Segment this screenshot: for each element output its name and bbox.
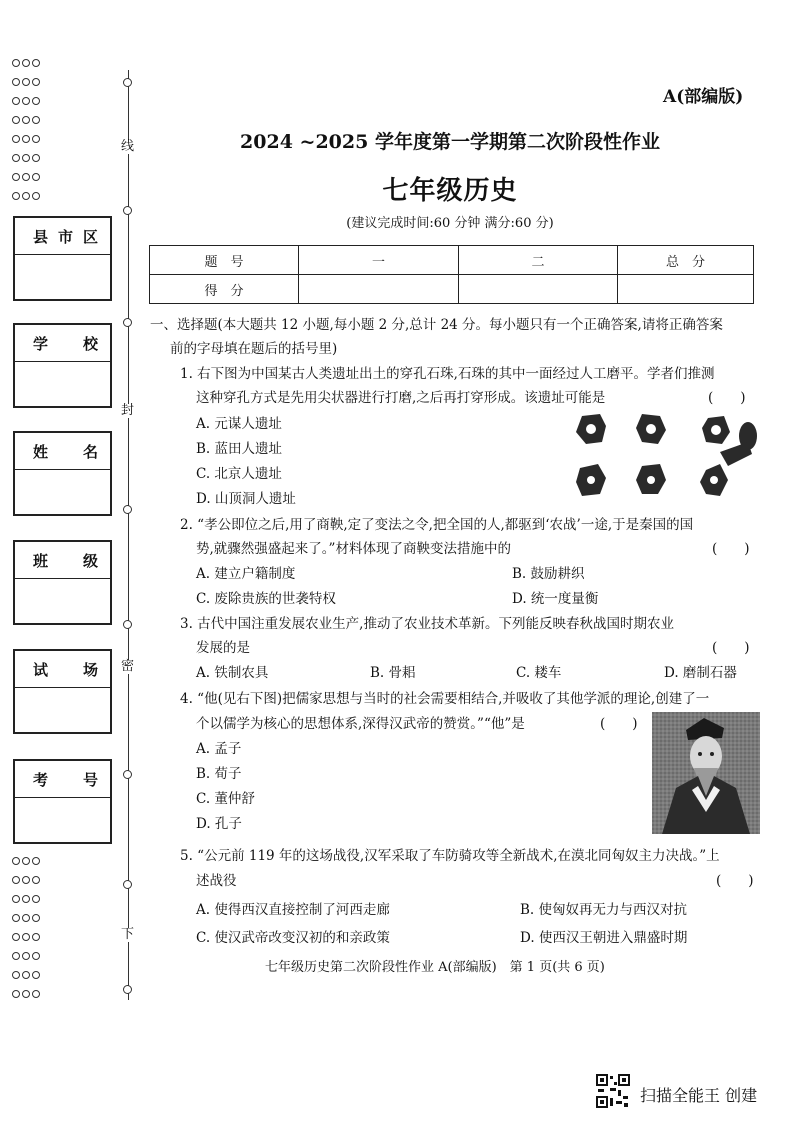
info-field-box: [13, 431, 112, 516]
decorative-dot: [12, 971, 20, 979]
decorative-dot: [12, 876, 20, 884]
option: C. 董仲舒: [196, 791, 255, 807]
decorative-dot: [22, 154, 30, 162]
score-row-label: 得 分: [150, 275, 299, 304]
answer-blank[interactable]: ( ): [708, 390, 746, 406]
decorative-dot: [22, 895, 30, 903]
stone-beads-figure: [570, 408, 770, 508]
scanner-watermark: 扫描全能王 创建: [640, 1086, 758, 1105]
info-field-box: [13, 649, 112, 734]
exam-info: (建议完成时间:60 分钟 满分:60 分): [346, 216, 554, 231]
decorative-dot: [32, 135, 40, 143]
question-text: 3. 古代中国注重发展农业生产,推动了农业技术革新。下列能反映春秋战国时期农业: [180, 616, 674, 632]
decorative-dot: [32, 173, 40, 181]
binding-hole: [123, 985, 132, 994]
decorative-dot-column-top: [10, 52, 48, 202]
info-field-char: 班: [33, 551, 49, 570]
binding-hole: [123, 620, 132, 629]
score-header-cell: 一: [299, 246, 459, 275]
info-field-input[interactable]: [15, 798, 110, 842]
decorative-dot: [32, 116, 40, 124]
decorative-dot: [22, 116, 30, 124]
decorative-dot: [22, 952, 30, 960]
option: B. 骨耜: [370, 665, 416, 681]
option: B. 荀子: [196, 766, 242, 782]
info-field-input[interactable]: [15, 579, 110, 623]
binding-hole: [123, 206, 132, 215]
answer-blank[interactable]: ( ): [716, 873, 754, 889]
info-field-char: 考: [33, 770, 49, 789]
decorative-dot: [32, 857, 40, 865]
info-field-char: 场: [82, 660, 98, 679]
binding-char: 密: [121, 659, 135, 674]
binding-hole: [123, 505, 132, 514]
question-text: 述战役: [196, 873, 237, 889]
version-label: A(部编版): [663, 87, 744, 107]
option: A. 孟子: [196, 741, 242, 757]
info-field-char: 学: [33, 334, 49, 353]
decorative-dot-column-bottom: [10, 850, 48, 1000]
decorative-dot: [12, 990, 20, 998]
info-field-input[interactable]: [15, 255, 110, 299]
info-field-char: 校: [82, 334, 98, 353]
question-text: 势,就骤然强盛起来了。”材料体现了商鞅变法措施中的: [196, 541, 511, 557]
score-header-cell: 二: [459, 246, 618, 275]
decorative-dot: [32, 971, 40, 979]
score-table: [149, 245, 754, 304]
info-field-char: 姓: [33, 442, 49, 461]
info-field-box: [13, 323, 112, 408]
question-text: 个以儒学为核心的思想体系,深得汉武帝的赞赏。”“他”是: [196, 716, 525, 732]
binding-char: 封: [121, 403, 135, 418]
subject-title: 七年级历史: [382, 176, 518, 206]
decorative-dot: [12, 933, 20, 941]
decorative-dot: [22, 192, 30, 200]
binding-hole: [123, 770, 132, 779]
option: D. 磨制石器: [664, 665, 737, 681]
info-field-label: [15, 218, 110, 255]
decorative-dot: [32, 59, 40, 67]
decorative-dot: [22, 933, 30, 941]
question-text: 1. 右下图为中国某古人类遗址出土的穿孔石珠,石珠的其中一面经过人工磨平。学者们推测: [180, 366, 715, 382]
decorative-dot: [22, 857, 30, 865]
decorative-dot: [12, 952, 20, 960]
decorative-dot: [22, 971, 30, 979]
decorative-dot: [12, 895, 20, 903]
option: D. 使西汉王朝进入鼎盛时期: [520, 930, 688, 946]
decorative-dot: [32, 895, 40, 903]
decorative-dot: [12, 78, 20, 86]
decorative-dot: [22, 135, 30, 143]
info-field-box: [13, 540, 112, 625]
score-header-cell: 总 分: [618, 246, 754, 275]
answer-blank[interactable]: ( ): [600, 716, 638, 732]
decorative-dot: [22, 173, 30, 181]
info-field-box: [13, 759, 112, 844]
option: A. 铁制农具: [196, 665, 269, 681]
binding-hole: [123, 318, 132, 327]
decorative-dot: [12, 192, 20, 200]
info-field-input[interactable]: [15, 688, 110, 732]
binding-hole: [123, 880, 132, 889]
question-text: 2. “孝公即位之后,用了商鞅,定了变法之令,把全国的人,都驱到‘农战’一途,于是秦国的国: [180, 517, 694, 533]
option: A. 建立户籍制度: [196, 566, 296, 582]
option: C. 北京人遗址: [196, 466, 282, 482]
decorative-dot: [22, 78, 30, 86]
info-field-char: 号: [82, 770, 98, 789]
info-field-input[interactable]: [15, 362, 110, 406]
section-heading: 一、选择题(本大题共 12 小题,每小题 2 分,总计 24 分。每小题只有一个正确答案,请将正确答案: [150, 317, 723, 333]
decorative-dot: [32, 97, 40, 105]
decorative-dot: [12, 59, 20, 67]
info-field-char: 名: [82, 442, 98, 461]
binding-char: 线: [121, 139, 135, 154]
info-field-char: 县: [33, 227, 49, 246]
info-field-label: [15, 761, 110, 798]
option: A. 使得西汉直接控制了河西走廊: [196, 902, 390, 918]
section-heading-cont: 前的字母填在题后的括号里): [170, 341, 338, 357]
decorative-dot: [22, 990, 30, 998]
option: C. 耧车: [516, 665, 562, 681]
info-field-char: 区: [82, 227, 98, 246]
decorative-dot: [32, 914, 40, 922]
option: C. 使汉武帝改变汉初的和亲政策: [196, 930, 390, 946]
decorative-dot: [32, 933, 40, 941]
decorative-dot: [12, 97, 20, 105]
info-field-input[interactable]: [15, 470, 110, 514]
decorative-dot: [22, 914, 30, 922]
question-text: 5. “公元前 119 年的这场战役,汉军采取了车防骑攻等全新战术,在漠北同匈奴主力决战。”上: [180, 848, 720, 864]
info-field-label: [15, 542, 110, 579]
decorative-dot: [12, 173, 20, 181]
score-cell[interactable]: [299, 275, 459, 304]
option: D. 统一度量衡: [512, 591, 599, 607]
decorative-dot: [12, 154, 20, 162]
score-header-cell: 题 号: [150, 246, 299, 275]
option: B. 蓝田人遗址: [196, 441, 283, 457]
answer-blank[interactable]: ( ): [712, 541, 750, 557]
decorative-dot: [22, 97, 30, 105]
qr-code-icon: [596, 1074, 630, 1108]
decorative-dot: [32, 154, 40, 162]
question-text: 发展的是: [196, 640, 250, 656]
decorative-dot: [32, 78, 40, 86]
option: C. 废除贵族的世袭特权: [196, 591, 336, 607]
page-title: 2024 ~2025 学年度第一学期第二次阶段性作业: [240, 131, 660, 153]
decorative-dot: [12, 857, 20, 865]
page-footer: 七年级历史第二次阶段性作业 A(部编版) 第 1 页(共 6 页): [265, 960, 605, 975]
decorative-dot: [12, 116, 20, 124]
decorative-dot: [32, 192, 40, 200]
decorative-dot: [22, 876, 30, 884]
question-text: 4. “他(见右下图)把儒家思想与当时的社会需要相结合,并吸收了其他学派的理论,创建了一: [180, 691, 710, 707]
answer-blank[interactable]: ( ): [712, 640, 750, 656]
dong-zhongshu-portrait: [652, 712, 760, 834]
info-field-label: [15, 325, 110, 362]
option: A. 元谋人遗址: [196, 416, 282, 432]
binding-char: 下: [121, 927, 135, 942]
option: B. 使匈奴再无力与西汉对抗: [520, 902, 688, 918]
info-field-box: [13, 216, 112, 301]
info-field-char: 试: [33, 660, 49, 679]
binding-hole: [123, 78, 132, 87]
decorative-dot: [12, 135, 20, 143]
decorative-dot: [32, 990, 40, 998]
decorative-dot: [12, 914, 20, 922]
score-cell[interactable]: [618, 275, 754, 304]
info-field-label: [15, 433, 110, 470]
info-field-label: [15, 651, 110, 688]
decorative-dot: [32, 952, 40, 960]
option: B. 鼓励耕织: [512, 566, 585, 582]
question-text: 这种穿孔方式是先用尖状器进行打磨,之后再打穿形成。该遗址可能是: [196, 390, 606, 406]
option: D. 山顶洞人遗址: [196, 491, 296, 507]
info-field-char: 级: [82, 551, 98, 570]
option: D. 孔子: [196, 816, 242, 832]
decorative-dot: [22, 59, 30, 67]
info-field-char: 市: [57, 227, 73, 246]
decorative-dot: [32, 876, 40, 884]
score-cell[interactable]: [459, 275, 618, 304]
